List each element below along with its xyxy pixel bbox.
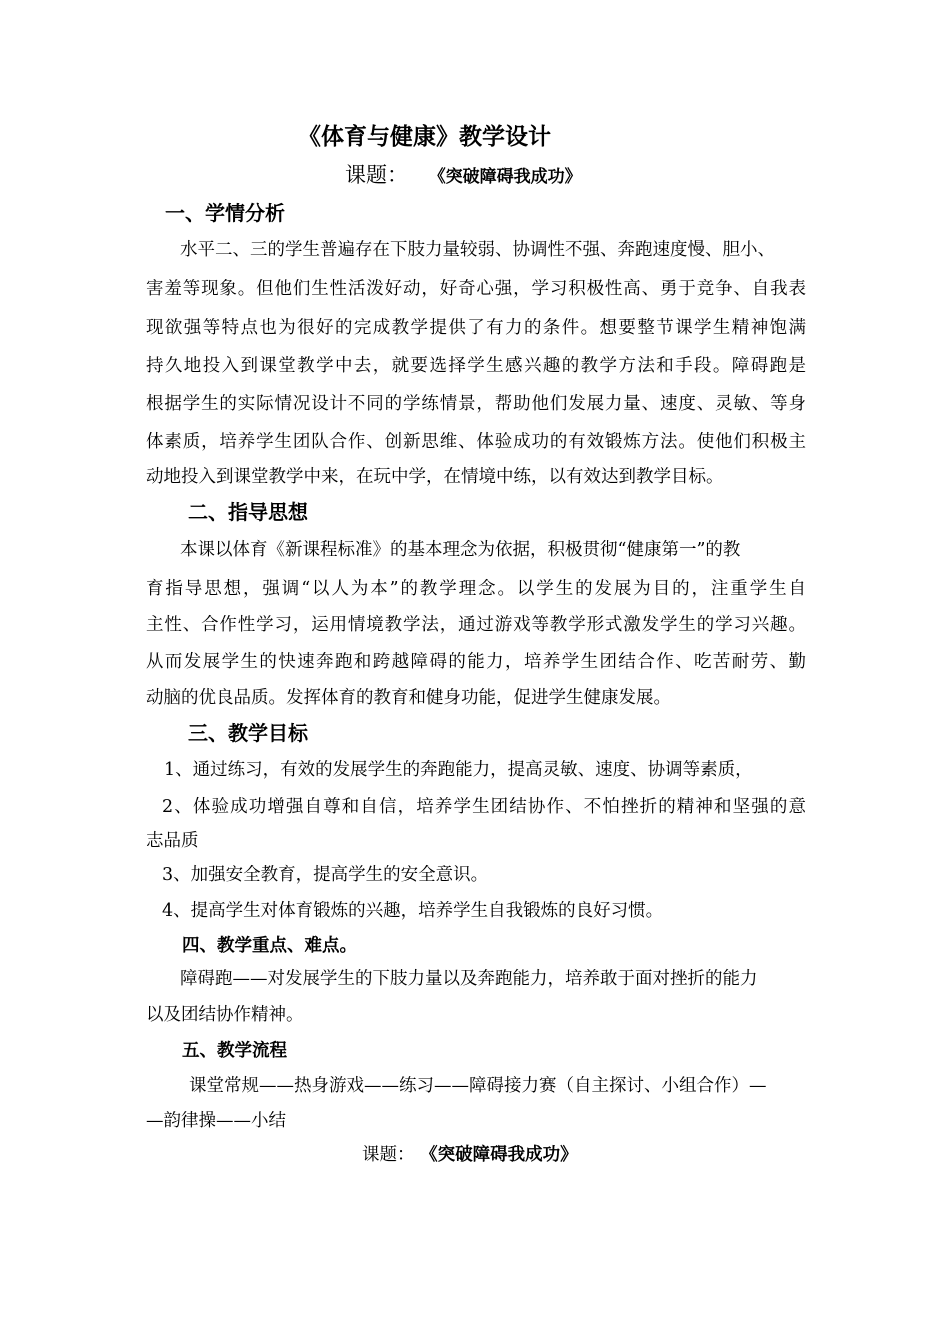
paragraph-line: 从而发展学生的快速奔跑和跨越障碍的能力，培养学生团结合作、吃苦耐劳、勤	[146, 652, 806, 672]
lesson-topic-repeat	[362, 1144, 578, 1166]
objective-item-continued: 志品质	[146, 831, 199, 851]
section-heading-teaching-process: 五、教学流程	[182, 1041, 287, 1061]
objective-item: 3、加强安全教育，提高学生的安全意识。	[162, 865, 489, 885]
paragraph-line: 持久地投入到课堂教学中去，就要选择学生感兴趣的教学方法和手段。障碍跑是	[146, 356, 806, 376]
document-title: 《体育与健康》教学设计	[298, 123, 551, 150]
section-heading-key-points: 四、教学重点、难点。	[182, 936, 357, 956]
section-heading-guiding-ideology: 二、指导思想	[188, 500, 308, 524]
lesson-topic-label: 课题：	[362, 1145, 415, 1165]
paragraph-line: —韵律操——小结	[146, 1111, 286, 1131]
lesson-topic-label: 课题：	[345, 163, 408, 187]
objective-item: 4、提高学生对体育锻炼的兴趣，培养学生自我锻炼的良好习惯。	[162, 901, 664, 921]
section-heading-learning-analysis: 一、学情分析	[165, 201, 285, 225]
paragraph-line: 课堂常规——热身游戏——练习——障碍接力赛（自主探讨、小组合作）—	[189, 1076, 767, 1096]
paragraph-line: 体素质，培养学生团队合作、创新思维、体验成功的有效锻炼方法。使他们积极主	[146, 432, 806, 452]
objective-item: 2、体验成功增强自尊和自信，培养学生团结协作、不怕挫折的精神和坚强的意	[162, 797, 806, 817]
paragraph-line: 水平二、三的学生普遍存在下肢力量较弱、协调性不强、奔跑速度慢、胆小、	[180, 240, 775, 260]
lesson-topic	[345, 160, 582, 192]
paragraph-line: 育指导思想，强调“以人为本”的教学理念。以学生的发展为目的，注重学生自	[146, 579, 806, 599]
section-heading-teaching-objectives: 三、教学目标	[188, 721, 308, 745]
paragraph-line: 障碍跑——对发展学生的下肢力量以及奔跑能力，培养敢于面对挫折的能力	[180, 969, 758, 989]
paragraph-line: 现欲强等特点也为很好的完成教学提供了有力的条件。想要整节课学生精神饱满	[146, 318, 806, 338]
objective-item: 1、通过练习，有效的发展学生的奔跑能力，提高灵敏、速度、协调等素质，	[164, 760, 753, 780]
paragraph-line: 动地投入到课堂教学中来，在玩中学，在情境中练，以有效达到教学目标。	[146, 467, 724, 487]
paragraph-line: 害羞等现象。但他们生性活泼好动，好奇心强，学习积极性高、勇于竞争、自我表	[146, 279, 806, 299]
lesson-topic-name: 《突破障碍我成功》	[420, 1145, 578, 1165]
lesson-topic-name: 《突破障碍我成功》	[428, 167, 582, 187]
paragraph-line: 动脑的优良品质。发挥体育的教育和健身功能，促进学生健康发展。	[146, 688, 671, 708]
paragraph-line: 根据学生的实际情况设计不同的学练情景，帮助他们发展力量、速度、灵敏、等身	[146, 394, 806, 414]
paragraph-line: 主性、合作性学习，运用情境教学法，通过游戏等教学形式激发学生的学习兴趣。	[146, 615, 806, 635]
paragraph-line: 本课以体育《新课程标准》的基本理念为依据，积极贯彻“健康第一”的教	[180, 540, 741, 560]
paragraph-line: 以及团结协作精神。	[146, 1005, 304, 1025]
